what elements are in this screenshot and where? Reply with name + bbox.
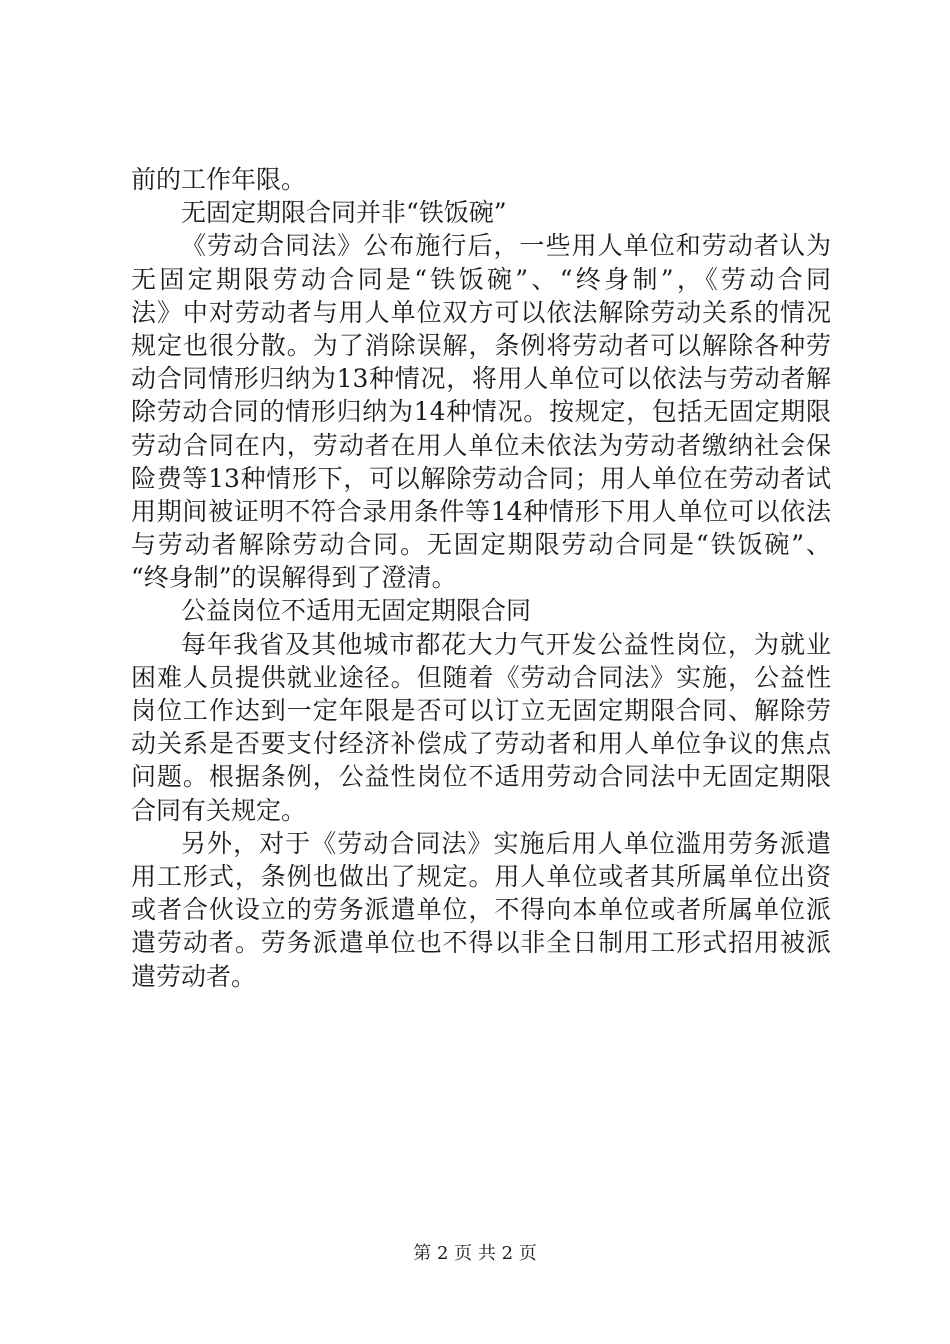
text-line: 遣劳动者。: [131, 961, 257, 991]
text-line: 动合同情形归纳为13种情况，将用人单位可以依法与劳动者解: [131, 364, 831, 394]
text-line: 或者合伙设立的劳务派遣单位，不得向本单位或者所属单位派: [131, 895, 831, 925]
text-line: 问题。根据条例，公益性岗位不适用劳动合同法中无固定期限: [131, 762, 831, 792]
text-line: 法》中对劳动者与用人单位双方可以依法解除劳动关系的情况: [131, 297, 831, 327]
text-line: 合同有关规定。: [131, 795, 307, 825]
text-line: 另外，对于《劳动合同法》实施后用人单位滥用劳务派遣: [181, 828, 831, 858]
text-line: 岗位工作达到一定年限是否可以订立无固定期限合同、解除劳: [131, 696, 831, 725]
text-line: “终身制”的误解得到了澄清。: [131, 563, 457, 593]
text-line: 无固定期限劳动合同是“铁饭碗”、“终身制”，《劳动合同: [131, 264, 831, 294]
text-line: 前的工作年限。: [131, 165, 307, 194]
text-line: 困难人员提供就业途径。但随着《劳动合同法》实施，公益性: [131, 662, 831, 692]
text-line: 动关系是否要支付经济补偿成了劳动者和用人单位争议的焦点: [131, 729, 831, 759]
section-heading: 公益岗位不适用无固定期限合同: [181, 596, 532, 626]
text-line: 与劳动者解除劳动合同。无固定期限劳动合同是“铁饭碗”、: [131, 530, 831, 560]
text-line: 规定也很分散。为了消除误解，条例将劳动者可以解除各种劳: [131, 330, 831, 360]
text-line: 《劳动合同法》公布施行后，一些用人单位和劳动者认为: [181, 231, 831, 261]
page-footer: 第 2 页 共 2 页: [413, 1243, 537, 1264]
text-line: 除劳动合同的情形归纳为14种情况。按规定，包括无固定期限: [131, 397, 831, 427]
text-line: 遣劳动者。劳务派遣单位也不得以非全日制用工形式招用被派: [131, 928, 831, 958]
document-body: [131, 163, 831, 993]
text-line: 用期间被证明不符合录用条件等14种情形下用人单位可以依法: [131, 496, 831, 526]
section-heading: 无固定期限合同并非“铁饭碗”: [181, 198, 507, 228]
text-line: 劳动合同在内，劳动者在用人单位未依法为劳动者缴纳社会保: [131, 430, 831, 460]
text-line: 用工形式，条例也做出了规定。用人单位或者其所属单位出资: [131, 861, 831, 891]
text-line: 每年我省及其他城市都花大力气开发公益性岗位，为就业: [181, 629, 831, 659]
text-line: 险费等13种情形下，可以解除劳动合同；用人单位在劳动者试: [131, 463, 831, 493]
